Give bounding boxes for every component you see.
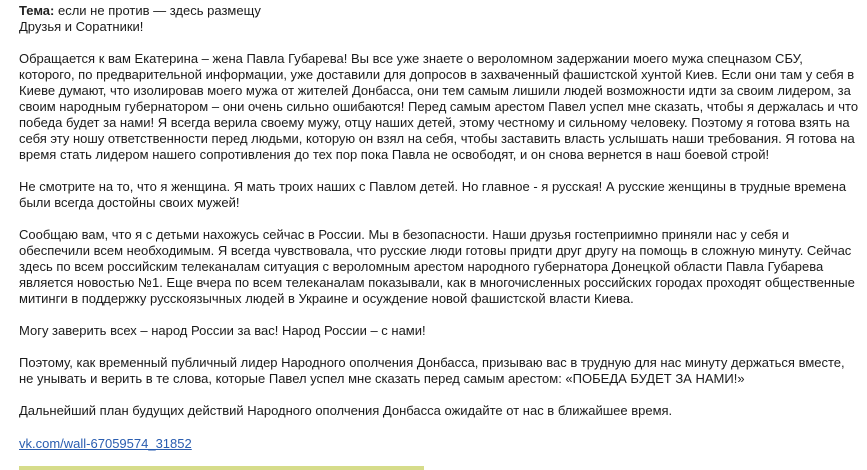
post-paragraph: Сообщаю вам, что я с детьми нахожусь сейчас в России. Мы в безопасности. Наши друзья гостеприимно приняли нас у себя и обеспечили всем необходимым. Я всегда чувствовала, что русские люди готовы придти друг другу на помощь в сложную минуту. Сейчас здесь по всем российским телеканалам ситуация с вероломным арестом народного губернатора Донецкой области Павла Губарева является новостью №1. Еще вчера по всем телеканалам показывали, как в многочисленных российских городах проходят общественные митинги в поддержку русскоязычных людей в Украине и осуждение новой фашистской власти Киева. xyxy=(19,227,855,306)
post-paragraph: Не смотрите на то, что я женщина. Я мать троих наших с Павлом детей. Но главное - я русская! А русские женщины в трудные времена были всегда достойны своих мужей! xyxy=(19,179,847,210)
post-paragraph: Поэтому, как временный публичный лидер Народного ополчения Донбасса, призываю вас в трудную для нас минуту держаться вместе, не унывать и верить в те слова, которые Павел успел мне сказать перед самым арестом: «ПОБЕДА БУДЕТ ЗА НАМИ!» xyxy=(19,355,845,386)
source-link[interactable]: vk.com/wall-67059574_31852 xyxy=(19,436,192,451)
subject-text: если не против — здесь размещу xyxy=(57,3,261,18)
forum-post xyxy=(19,3,859,452)
post-greeting: Друзья и Соратники! xyxy=(19,19,144,34)
post-paragraph: Могу заверить всех – народ России за вас! Народ России – с нами! xyxy=(19,323,426,338)
subject-label: Тема: xyxy=(19,3,55,18)
post-paragraph: Дальнейший план будущих действий Народного ополчения Донбасса ожидайте от нас в ближайшее время. xyxy=(19,403,673,418)
post-divider xyxy=(19,466,424,470)
post-paragraph: Обращается к вам Екатерина – жена Павла Губарева! Вы все уже знаете о вероломном задержании моего мужа спецназом СБУ, которого, по предварительной информации, уже доставили для допросов в захваченный фашистской хунтой Киев. Если они там у себя в Киеве думают, что изолировав моего мужа от жителей Донбасса, они тем самым лишили людей возможности идти за своим лидером, за своим народным губернатором – они очень сильно ошибаются! Перед самым арестом Павел успел мне сказать, чтобы я держалась и что победа будет за нами! Я всегда верила своему мужу, отцу наших детей, этому честному и сильному человеку. Поэтому я готова взять на себя эту ношу ответственности перед людьми, которую он взял на себя, чтобы заставить власть услышать наши требования. Я готова на время стать лидером нашего сопротивления до тех пор пока Павла не освободят, и он снова вернется в наш боевой строй! xyxy=(19,51,859,162)
post-subject xyxy=(19,3,859,19)
